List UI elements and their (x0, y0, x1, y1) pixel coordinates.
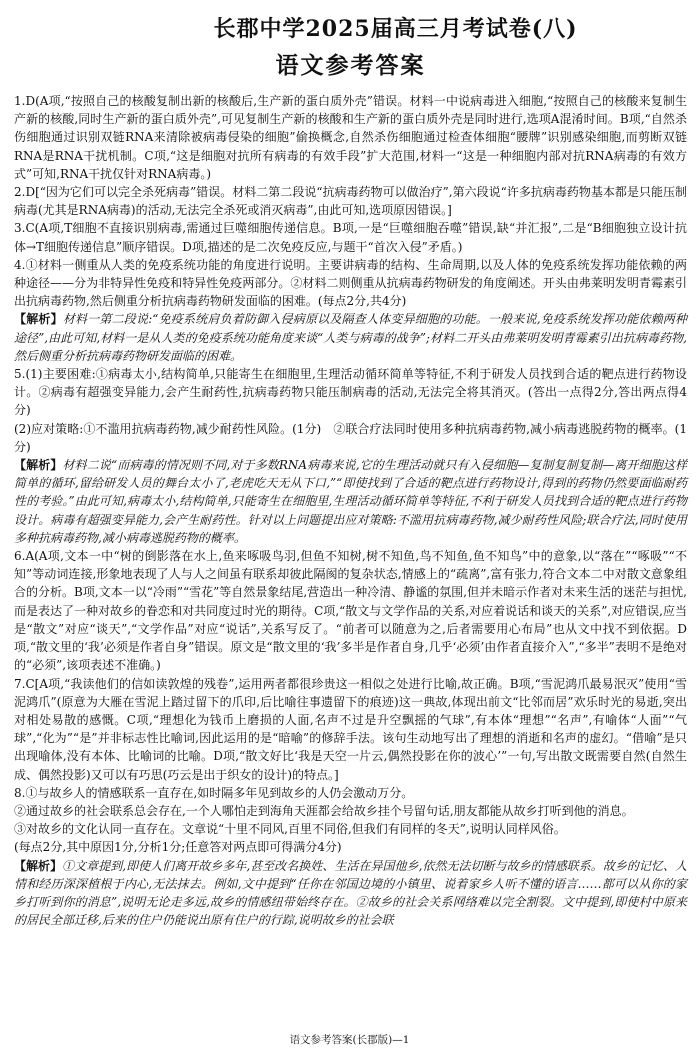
answer-subtext (14, 838, 687, 856)
answer-content: C[A项,“我读他们的信如读敦煌的残卷”,运用两者都很珍贵这一相似之处进行比喻,故正确。B项,“雪泥鸿爪最易泯灭”使用“雪泥鸿爪”(原意为大雁在雪泥上踏过留下的爪印,后比喻往事遗留下的痕迹)这一典故,体现出前文“比邻而居”欢乐时光的易逝,突出对相处易散的感慨。C项,“理想化为钱币上磨损的人面,名声不过是升空飘摇的气球”,有本体“理想”“名声”,有喻体“人面”“气球”,“化为”“是”并非标志性比喻词,因此运用的是“暗喻”的修辞手法。该句生动地写出了理想的消逝和名声的虚幻。“借喻”是只出现喻体,没有本体、比喻词的比喻。D项,“散文好比‘我是天空一片云,偶然投影在你的波心’”一句,写出散文既需要自然(自然生成、偶然投影)又可以有巧思(巧云是出于织女的设计)的特点。] (14, 676, 687, 782)
answer-text (14, 675, 687, 784)
analysis-block (14, 456, 687, 547)
answer-text (14, 784, 687, 802)
question-number: 8. (14, 785, 26, 800)
answer-item (14, 547, 687, 674)
answer-content: ②通过故乡的社会联系总会存在,一个人哪怕走到海角天涯都会给故乡挂个号留句话,朋友都能从故乡打听到他的消息。 (14, 803, 634, 818)
page-footer: 语文参考答案(长郡版)—1 (289, 1034, 410, 1046)
answer-content: (1)主要困难:①病毒太小,结构简单,只能寄生在细胞里,生理活动循环简单等特征,不利于研发人员找到合适的靶点进行药物设计。②病毒有超强变异能力,会产生耐药性,抗病毒药物只能压制病毒的活动,无法完全将其消灭。(答出一点得2分,答出两点得4分) (14, 367, 687, 418)
question-number: 1. (14, 94, 26, 108)
question-number: 2. (14, 185, 26, 200)
question-number: 7. (14, 676, 26, 691)
analysis-tag: 【解析】 (14, 858, 63, 873)
analysis-text: 材料一第二段说:“免疫系统肩负着防御入侵病原以及隔查人体变异细胞的功能。一般来说,免疫系统发挥功能依赖两种途径”,由此可知,材料一是从人类的免疫系统功能角度来谈“人类与病毒的战争”;材料二开头由弗莱明发明青霉素引出抗病毒药物,然后侧重分析抗病毒药物研发面临的困难。 (14, 312, 687, 363)
answer-content: D[“因为它们可以完全杀死病毒”错误。材料二第二段说“抗病毒药物可以做治疗”,第六段说“许多抗病毒药物基本都是只能压制病毒(尤其是RNA病毒)的活动,无法完全杀死或消灭病毒”,由此可知,选项原因错误。] (14, 185, 687, 218)
answer-content: C(A项,T细胞不直接识别病毒,需通过巨噬细胞传递信息。B项,一是“巨噬细胞吞噬”错误,缺“并汇报”,二是“B细胞独立设计抗体→T细胞传递信息”顺序错误。D项,描述的是二次免疫反应,与题干“首次入侵”矛盾。) (14, 221, 687, 254)
answer-item (14, 365, 687, 547)
answer-text (14, 183, 687, 219)
answer-text (14, 365, 687, 420)
answer-item (14, 219, 687, 255)
analysis-tag: 【解析】 (14, 458, 63, 473)
answer-text (14, 547, 687, 674)
exam-title: 长郡中学2025届高三月考试卷(八) (213, 16, 578, 42)
answer-content: (2)应对策略:①不滥用抗病毒药物,减少耐药性风险。(1分) ②联合疗法同时使用多种抗病毒药物,减小病毒逃脱药物的概率。(1分) (14, 421, 687, 454)
answer-subtext (14, 420, 687, 456)
answer-content: ③对故乡的文化认同一直存在。文章说“十里不同风,百里不同俗,但我们有同样的冬天”,说明认同样风俗。 (14, 822, 566, 837)
answer-content: D(A项,“按照自己的核酸复制出新的核酸后,生产新的蛋白质外壳”错误。材料一中说病毒进入细胞,“按照自己的核酸来复制生产新的核酸,同时生产新的蛋白质外壳”,可见复制生产新的核酸和生产新的蛋白质外壳是同时进行,选项A混淆时间。B项,“自然杀伤细胞通过识别双链RNA来清除被病毒侵染的细胞”偷换概念,自然杀伤细胞通过检查体细胞“腰牌”识别感染细胞,而剪断双链RNA是RNA干扰机制。C项,“这是细胞对抗所有病毒的有效手段”扩大范围,材料一“这是一种细胞内部对抗RNA病毒的有效方式”可知,RNA干扰仅针对RNA病毒。) (14, 94, 687, 181)
answer-body (14, 92, 687, 929)
answer-item (14, 92, 687, 183)
answer-text (14, 256, 687, 311)
answer-content: ①与故乡人的情感联系一直存在,如时隔多年见到故乡的人仍会激动万分。 (25, 785, 414, 800)
analysis-block (14, 310, 687, 365)
answer-text (14, 219, 687, 255)
answer-subtext (14, 802, 687, 820)
answer-item (14, 784, 687, 930)
question-number: 5. (14, 367, 26, 382)
analysis-text: ①文章提到,即使人们离开故乡多年,甚至改名换姓、生活在异国他乡,依然无法切断与故乡的情感联系。故乡的记忆、人情和经历深深植根于内心,无法抹去。例如,文中提到“任你在邻国边境的小镇里、说着家乡人听不懂的语言……都可以从你的家乡打听到你的消息”,说明无论走多远,故乡的情感纽带始终存在。②故乡的社会关系网络难以完全割裂。文中提到,即使村中原来的居民全部迁移,后来的住户仍能说出原有住户的行踪,说明故乡的社会联 (14, 858, 687, 928)
answer-item (14, 183, 687, 219)
question-number: 6. (14, 549, 26, 564)
answer-item (14, 256, 687, 365)
question-number: 3. (14, 221, 26, 236)
answer-item (14, 675, 687, 784)
answer-content: A(A项,文本一中“树的倒影落在水上,鱼来啄吸鸟羽,但鱼不知树,树不知鱼,鸟不知鱼,鱼不知鸟”中的意象,以“落在”“啄吸”“不知”等动词连接,形象地表现了人与人之间虽有联系却彼此隔阂的复杂状态,情感上的“疏离”,富有张力,符合文本二中对散文意象组合的分析。B项,文本一以“冷雨”“雪花”等自然景象结尾,营造出一种冷清、静谧的氛围,但并未暗示作者对未来生活的迷茫与担忧,而是表达了一种对故乡的眷恋和对共同度过时光的期待。C项,“散文与文学作品的关系,对应着说话和谈天的关系”,对应错误,应当是“散文”对应“谈天”,“文学作品”对应“说话”,关系写反了。“前者可以随意为之,后者需要用心布局”也从文中找不到依据。D项,“散文里的‘我’必须是作者自身”错误。原文是“散文里的‘我’多半是作者自身,几乎‘必须’由作者直接介入”,“多半”表明不是绝对的“必须”,该项表述不准确。) (14, 549, 687, 673)
answer-content: (每点2分,其中原因1分,分析1分;任意答对两点即可得满分4分) (14, 840, 342, 855)
answer-text (14, 92, 687, 183)
answer-content: ①材料一侧重从人类的免疫系统功能的角度进行说明。主要讲病毒的结构、生命周期,以及人体的免疫系统发挥功能依赖的两种途径——分为非特异性免疫和特异性免疫两部分。②材料二则侧重从抗病毒药物研发的角度阐述。开头由弗莱明发明青霉素引出抗病毒药物,然后侧重分析抗病毒药物研发面临的困难。(每点2分,共4分) (14, 257, 687, 309)
analysis-tag: 【解析】 (14, 312, 63, 327)
question-number: 4. (14, 257, 26, 272)
analysis-block (14, 857, 687, 930)
answer-title: 语文参考答案 (275, 52, 426, 79)
answer-subtext (14, 820, 687, 838)
analysis-text: 材料二说“而病毒的情况则不同,对于多数RNA病毒来说,它的生理活动就只有入侵细胞—复制复制复制—离开细胞这样简单的循环,留给研发人员的舞台太小了,老虎吃天无从下口,”“即使找到了合适的靶点进行药物设计,得到的药物仍然要面临耐药性的考验。”由此可知,病毒太小,结构简单,只能寄生在细胞里,生理活动循环简单等特征,不利于研发人员找到合适的靶点进行药物设计。病毒有超强变异能力,会产生耐药性。针对以上问题提出应对策略:不滥用抗病毒药物,减少耐药性风险;联合疗法,同时使用多种抗病毒药物,减小病毒逃脱药物的概率。 (14, 458, 687, 545)
